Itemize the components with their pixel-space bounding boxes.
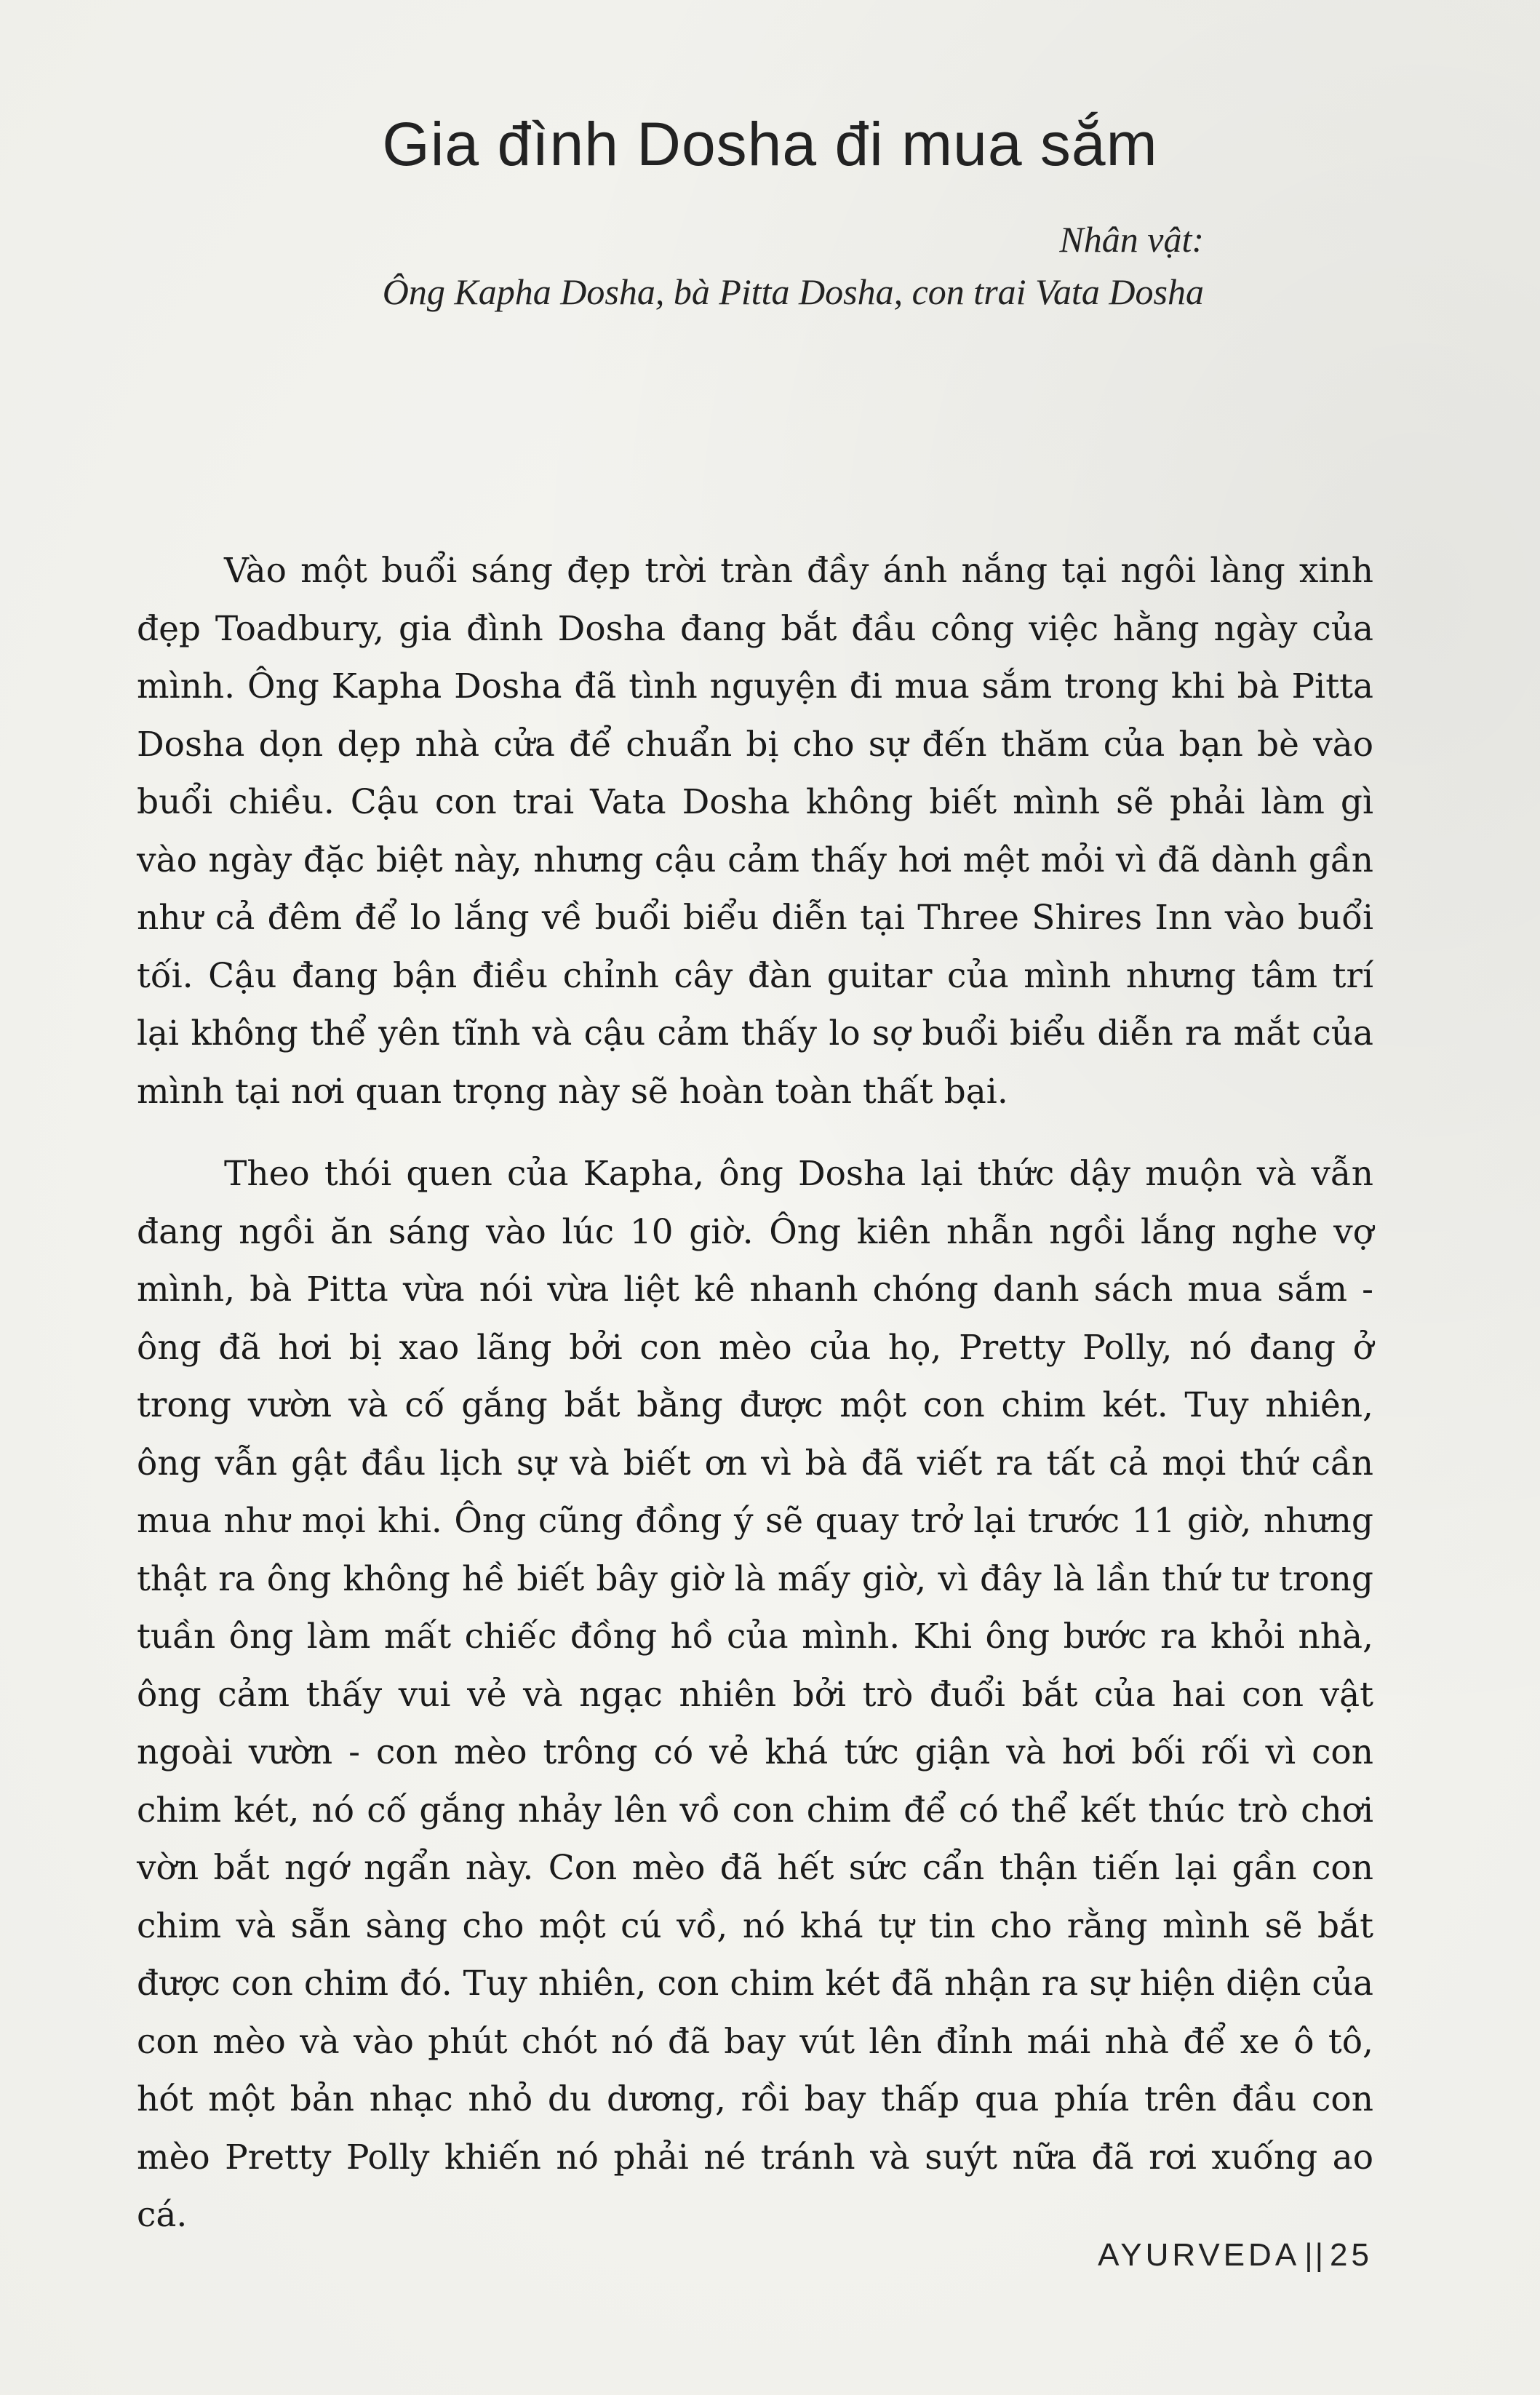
paragraph-2: Theo thói quen của Kapha, ông Dosha lại thức dậy muộn và vẫn đang ngồi ăn sáng vào lúc 10 giờ. Ông kiên nhẫn ngồi lắng nghe vợ mình, bà Pitta vừa nói vừa liệt kê nhanh chóng danh sách mua sắm - ông đã hơi bị xao lãng bởi con mèo của họ, Pretty Polly, nó đang ở trong vườn và cố gắng bắt bằng được một con chim két. Tuy nhiên, ông vẫn gật đầu lịch sự và biết ơn vì bà đã viết ra tất cả mọi thứ cần mua như mọi khi. Ông cũng đồng ý sẽ quay trở lại trước 11 giờ, nhưng thật ra ông không hề biết bây giờ là mấy giờ, vì đây là lần thứ tư trong tuần ông làm mất chiếc đồng hồ của mình. Khi ông bước ra khỏi nhà, ông cảm thấy vui vẻ và ngạc nhiên bởi trò đuổi bắt của hai con vật ngoài vườn - con mèo trông có vẻ khá tức giận và hơi bối rối vì con chim két, nó cố gắng nhảy lên vồ con chim để có thể kết thúc trò chơi vờn bắt ngớ ngẩn này. Con mèo đã hết sức cẩn thận tiến lại gần con chim và sẵn sàng cho một cú vồ, nó khá tự tin cho rằng mình sẽ bắt được con chim đó. Tuy nhiên, con chim két đã nhận ra sự hiện diện của con mèo và vào phút chót nó đã bay vút lên đỉnh mái nhà để xe ô tô, hót một bản nhạc nhỏ du dương, rồi bay thấp qua phía trên đầu con mèo Pretty Polly khiến nó phải né tránh và suýt nữa đã rơi xuống ao cá. (137, 1154, 1373, 2235)
footer-book-title: AYURVEDA (1098, 2237, 1301, 2273)
footer-separator: || (1304, 2237, 1326, 2273)
running-footer (1098, 2237, 1373, 2274)
characters-list: Ông Kapha Dosha, bà Pitta Dosha, con trai Vata Dosha (382, 271, 1204, 312)
chapter-title: Gia đình Dosha đi mua sắm (382, 110, 1158, 178)
characters-label: Nhân vật: (1059, 219, 1204, 260)
page-number: 25 (1330, 2237, 1373, 2273)
paragraph-1: Vào một buổi sáng đẹp trời tràn đầy ánh nắng tại ngôi làng xinh đẹp Toadbury, gia đình Dosha đang bắt đầu công việc hằng ngày của mình. Ông Kapha Dosha đã tình nguyện đi mua sắm trong khi bà Pitta Dosha dọn dẹp nhà cửa để chuẩn bị cho sự đến thăm của bạn bè vào buổi chiều. Cậu con trai Vata Dosha không biết mình sẽ phải làm gì vào ngày đặc biệt này, nhưng cậu cảm thấy hơi mệt mỏi vì đã dành gần như cả đêm để lo lắng về buổi biểu diễn tại Three Shires Inn vào buổi tối. Cậu đang bận điều chỉnh cây đàn guitar của mình nhưng tâm trí lại không thể yên tĩnh và cậu cảm thấy lo sợ buổi biểu diễn ra mắt của mình tại nơi quan trọng này sẽ hoàn toàn thất bại. (137, 551, 1373, 1112)
body-text (137, 542, 1373, 2244)
